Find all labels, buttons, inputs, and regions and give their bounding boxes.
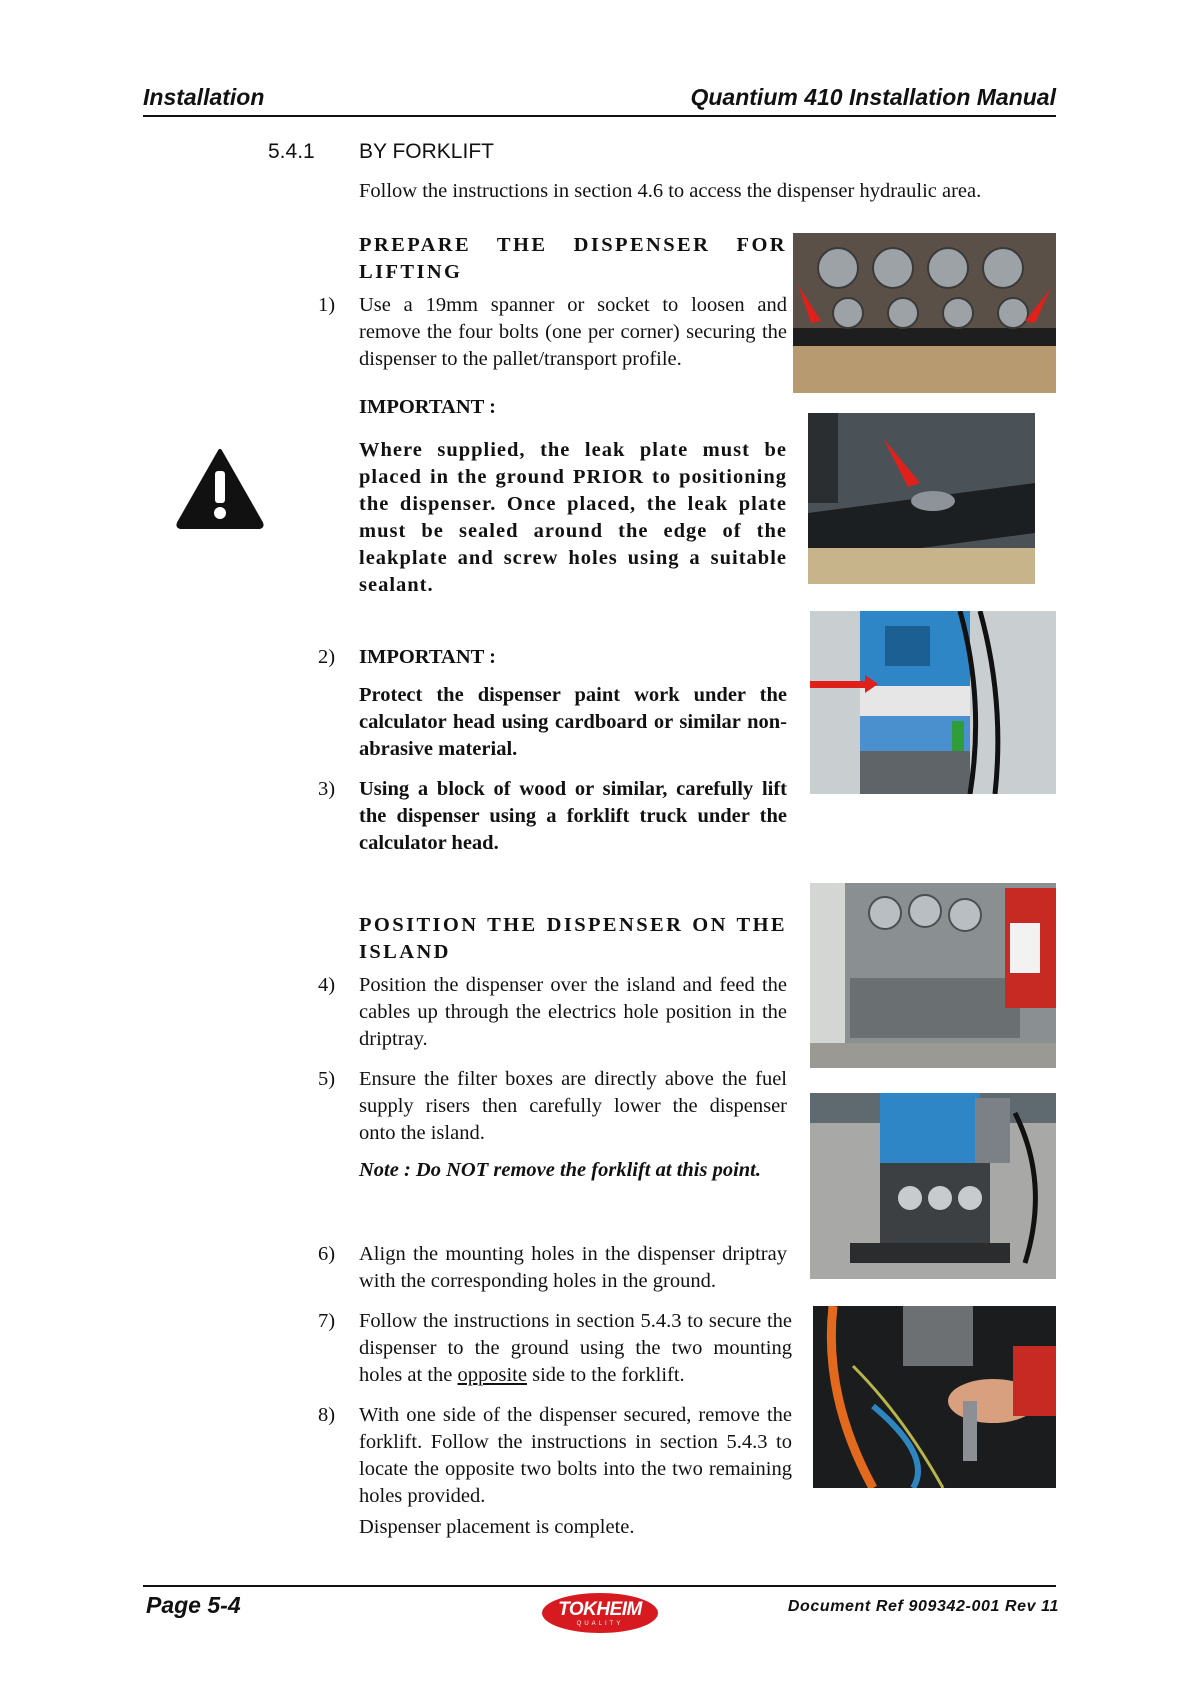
position-heading-line2: ISLAND: [359, 941, 451, 963]
step-8-text: With one side of the dispenser secured, remove the forklift. Follow the instructions in section 5.4.3 to locate the opposite two bolts into the two remaining holes provided.: [359, 1404, 792, 1507]
warning-triangle-icon: [175, 447, 265, 529]
step-2-number: 2): [318, 646, 336, 668]
photo-position-island: [810, 883, 1056, 1068]
prepare-heading-line1: PREPARE THE DISPENSER FOR: [359, 234, 787, 256]
step-7-text-after: side to the forklift.: [526, 1364, 685, 1386]
header-manual-title: Quantium 410 Installation Manual: [690, 84, 1056, 110]
section-title: BY FORKLIFT: [359, 140, 494, 163]
footer-rule: [143, 1585, 1056, 1587]
photo-protect-paint: [810, 611, 1056, 794]
step-4-number: 4): [318, 974, 336, 996]
photo-leak-plate: [808, 413, 1035, 584]
step-1-number: 1): [318, 294, 336, 316]
step-6-number: 6): [318, 1243, 336, 1265]
tokheim-logo-text: TOKHEIM: [558, 1599, 642, 1620]
section-intro: Follow the instructions in section 4.6 to access the dispenser hydraulic area.: [359, 180, 982, 202]
footer-doc-ref: Document Ref 909342-001 Rev 11: [787, 1598, 1059, 1615]
note-text: Note : Do NOT remove the forklift at this point.: [359, 1159, 762, 1181]
step-7-text-underlined: opposite: [457, 1364, 527, 1386]
photo-pallet-bolts: [793, 233, 1056, 393]
step-1-text: Use a 19mm spanner or socket to loosen and remove the four bolts (one per corner) securing the dispenser to the pallet/transport profile.: [359, 294, 787, 370]
header-rule: [143, 115, 1056, 117]
step-4-text: Position the dispenser over the island and feed the cables up through the electrics hole position in the driptray.: [359, 974, 787, 1050]
important-1-text: Where supplied, the leak plate must be placed in the ground PRIOR to positioning the dispenser. Once placed, the leak plate must be sealed around the edge of the leakplate and screw holes using a suitable sealant.: [359, 439, 787, 596]
position-heading-line1: POSITION THE DISPENSER ON THE: [359, 914, 787, 936]
step-2-text: IMPORTANT :: [359, 646, 496, 668]
important-1-label: IMPORTANT :: [359, 396, 496, 418]
footer-page-number: Page 5-4: [146, 1592, 241, 1618]
prepare-heading-line2: LIFTING: [359, 261, 463, 283]
photo-secure-bolts: [813, 1306, 1056, 1488]
tokheim-logo: [542, 1593, 658, 1633]
tokheim-logo-subtext: QUALITY: [576, 1621, 624, 1627]
header-section-title: Installation: [143, 84, 265, 110]
completion-text: Dispenser placement is complete.: [359, 1516, 635, 1538]
step-3-number: 3): [318, 778, 336, 800]
photo-lower-dispenser: [810, 1093, 1056, 1279]
step-7-text-before: Follow the instructions in section 5.4.3 to secure the dispenser to the ground using the two mounting holes at the: [359, 1310, 792, 1386]
important-2-text: Protect the dispenser paint work under the calculator head using cardboard or similar non-abrasive material.: [359, 684, 787, 760]
step-7-text: [359, 1308, 792, 1389]
step-8-number: 8): [318, 1404, 336, 1426]
step-6-text: Align the mounting holes in the dispenser driptray with the corresponding holes in the ground.: [359, 1243, 787, 1292]
step-5-text: Ensure the filter boxes are directly above the fuel supply risers then carefully lower the dispenser onto the island.: [359, 1068, 787, 1144]
step-3-text: Using a block of wood or similar, carefully lift the dispenser using a forklift truck under the calculator head.: [359, 778, 787, 854]
section-number: 5.4.1: [268, 140, 315, 163]
step-5-number: 5): [318, 1068, 336, 1090]
step-7-number: 7): [318, 1310, 336, 1332]
